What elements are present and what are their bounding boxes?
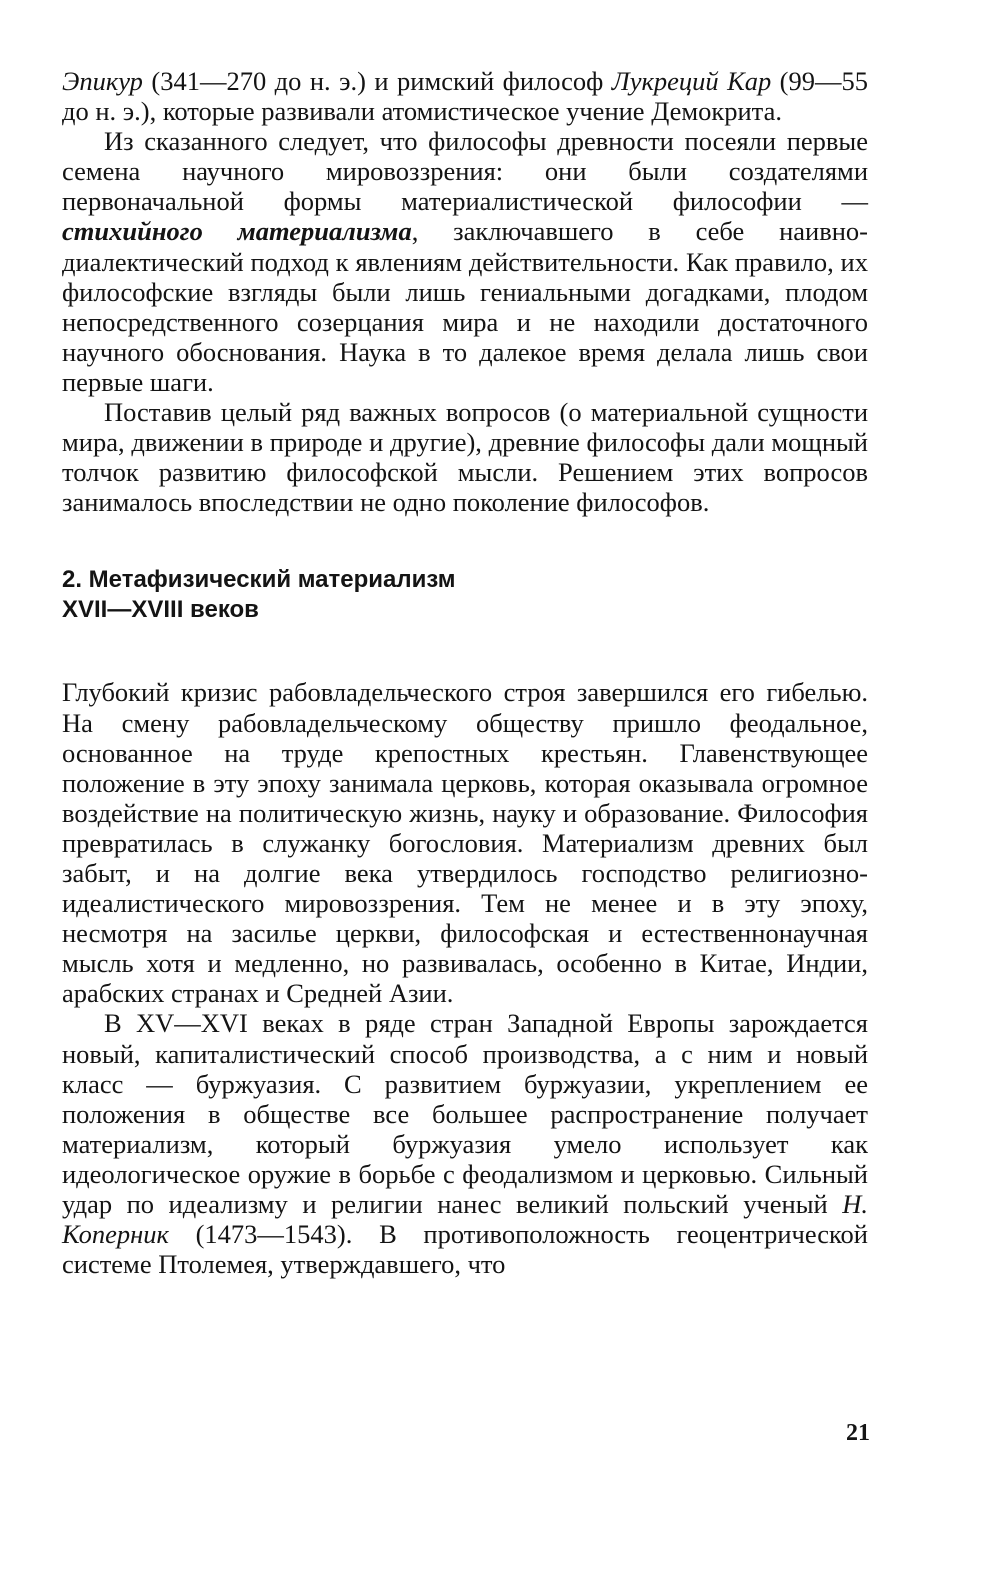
text-italic: Н. Коперник: [62, 1189, 868, 1250]
paragraph: [62, 677, 868, 1008]
text-italic: Лукреций Кар: [611, 66, 772, 96]
text-normal: (341—270 до н. э.) и римский философ: [142, 66, 612, 96]
page-number: 21: [846, 1420, 870, 1446]
text-normal: Поставив целый ряд важных вопросов (о материальной сущности мира, движении в природе и другие), древние философы дали мощный толчок развитию философской мысли. Решением этих вопросов занималось впоследствии не одно поколение философов.: [62, 397, 868, 518]
section-heading-line-1: 2. Метафизический материализм: [62, 566, 456, 594]
body-text-top: [62, 66, 868, 517]
body-text-bottom: [62, 677, 868, 1279]
text-normal: Из сказанного следует, что философы древности посеяли первые семена научного мировоззрения: они были создателями первоначальной формы материалистической философии —: [62, 126, 868, 217]
paragraph: [62, 66, 868, 126]
text-normal: (99—55 до н. э.), которые развивали атомистическое учение Демокрита.: [62, 66, 868, 127]
paragraph: [62, 1008, 868, 1279]
section-heading-line-2: XVII—XVIII веков: [62, 596, 259, 624]
paragraph: [62, 126, 868, 397]
text-normal: Глубокий кризис рабовладельческого строя завершился его гибелью. На смену рабовладельческому обществу пришло феодальное, основанное на труде крепостных крестьян. Главенствующее положение в эту эпоху занимала церковь, которая оказывала огромное воздействие на политическую жизнь, науку и образование. Философия превратилась в служанку богословия. Материализм древних был забыт, и на долгие века утвердилось господство религиозно-идеалистического мировоззрения. Тем не менее и в эту эпоху, несмотря на засилье церкви, философская и естественнонаучная мысль хотя и медленно, но развивалась, особенно в Китае, Индии, арабских странах и Средней Азии.: [62, 677, 868, 1009]
text-normal: В XV—XVI веках в ряде стран Западной Европы зарождается новый, капиталистический способ производства, а с ним и новый класс — буржуазия. С развитием буржуазии, укреплением ее положения в обществе все большее распространение получает материализм, который буржуазия умело использует как идеологическое оружие в борьбе с феодализмом и церковью. Сильный удар по идеализму и религии нанес великий польский ученый: [62, 1008, 868, 1219]
text-normal: , заключавшего в себе наивно-диалектический подход к явлениям действительности. Как правило, их философские взгляды были лишь гениальными догадками, плодом непосредственного созерцания мира и не находили достаточного научного обоснования. Наука в то далекое время делала лишь свои первые шаги.: [62, 216, 869, 397]
text-normal: (1473—1543). В противоположность геоцентрической системе Птолемея, утверждавшего, что: [62, 1219, 868, 1280]
paragraph: [62, 397, 868, 517]
section-heading: [62, 565, 868, 625]
text-bold-italic: стихийного материализма: [62, 216, 412, 247]
text-italic: Эпикур: [62, 66, 143, 96]
